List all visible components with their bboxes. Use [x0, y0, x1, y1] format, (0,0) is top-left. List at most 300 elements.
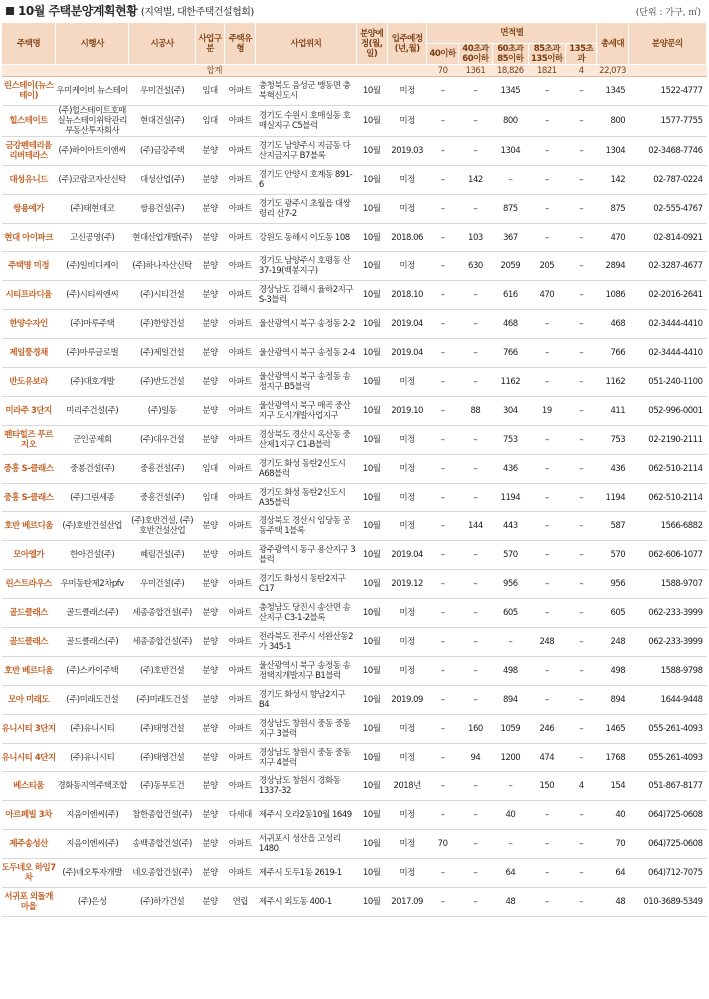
row-developer: 한아건설(주) [56, 541, 129, 570]
row-developer: 경화동지역주택조합 [56, 772, 129, 801]
row-sale: 10월 [356, 310, 387, 339]
row-move: 2018.10 [387, 281, 427, 310]
row-total: 875 [597, 194, 628, 223]
row-move: 미정 [387, 801, 427, 830]
header-total: 총세대 [597, 23, 628, 65]
row-contact: 062-233-3999 [628, 628, 706, 657]
row-area-4: – [528, 105, 566, 136]
row-builder: 현대건설(주) [129, 105, 196, 136]
row-area-2: 103 [458, 223, 492, 252]
table-row [2, 223, 707, 252]
row-contact: 064)725-0608 [628, 801, 706, 830]
row-location: 경기도 남양주시 호평동 산37-19(백봉지구) [256, 252, 356, 281]
row-builder: 네오종합건설(주) [129, 859, 196, 888]
table-row [2, 599, 707, 628]
table-row [2, 136, 707, 165]
header-housing: 주택유형 [225, 23, 256, 65]
row-type: 분양 [195, 252, 224, 281]
row-housing: 아파트 [225, 628, 256, 657]
row-area-2: – [458, 628, 492, 657]
row-move: 미정 [387, 165, 427, 194]
row-area-2: – [458, 425, 492, 454]
row-builder: (주)하나자산신탁 [129, 252, 196, 281]
row-builder: 대성산업(주) [129, 165, 196, 194]
totals-area-2: 1361 [458, 65, 492, 77]
row-area-2: – [458, 136, 492, 165]
row-developer: 지음이엔씨(주) [56, 801, 129, 830]
row-developer: (주)스카이주택 [56, 656, 129, 685]
row-developer: 우미케이비 뉴스테이 [56, 77, 129, 106]
row-area-2: – [458, 339, 492, 368]
row-contact: 051-240-1100 [628, 368, 706, 397]
row-sale: 10월 [356, 454, 387, 483]
row-area-1: – [427, 628, 458, 657]
row-move: 미정 [387, 194, 427, 223]
row-area-5: – [566, 743, 597, 772]
table-row [2, 339, 707, 368]
row-area-5: – [566, 223, 597, 252]
table-row [2, 425, 707, 454]
row-name: 대성유니드 [2, 165, 56, 194]
row-area-4: – [528, 483, 566, 512]
row-area-2: – [458, 772, 492, 801]
row-contact: 02-555-4767 [628, 194, 706, 223]
row-move: 2019.04 [387, 339, 427, 368]
header-area-4: 85초과135이하 [528, 44, 566, 65]
row-area-5: – [566, 599, 597, 628]
row-area-3: 894 [493, 685, 528, 714]
row-type: 분양 [195, 512, 224, 541]
row-developer: (주)유니시티 [56, 714, 129, 743]
row-sale: 10월 [356, 714, 387, 743]
row-name: 현대 아이파크 [2, 223, 56, 252]
row-builder: (주)동부토건 [129, 772, 196, 801]
row-name: 시티프라디움 [2, 281, 56, 310]
row-housing: 아파트 [225, 310, 256, 339]
row-area-2: – [458, 310, 492, 339]
row-name: 중흥 S-클래스 [2, 483, 56, 512]
row-area-4: 19 [528, 396, 566, 425]
row-builder: (주)태영건설 [129, 714, 196, 743]
row-location: 제주시 도두1동 2619-1 [256, 859, 356, 888]
row-builder: 세종종합건설(주) [129, 628, 196, 657]
row-area-2: – [458, 281, 492, 310]
header-builder: 시공사 [129, 23, 196, 65]
row-developer: (주)그린세종 [56, 483, 129, 512]
row-area-1: – [427, 772, 458, 801]
row-area-3: 800 [493, 105, 528, 136]
row-area-3: 956 [493, 570, 528, 599]
row-contact: 055-261-4093 [628, 714, 706, 743]
row-builder: (주)대우건설 [129, 425, 196, 454]
row-move: 미정 [387, 628, 427, 657]
row-contact: 062-606-1077 [628, 541, 706, 570]
header-sale: 분양예정(월,일) [356, 23, 387, 65]
row-area-5: 4 [566, 772, 597, 801]
row-housing: 아파트 [225, 105, 256, 136]
row-name: 한양수자인 [2, 310, 56, 339]
row-type: 분양 [195, 368, 224, 397]
row-area-5: – [566, 77, 597, 106]
table-row [2, 801, 707, 830]
row-location: 충청남도 당진시 송산면 송산지구 C3-1-2블록 [256, 599, 356, 628]
row-sale: 10월 [356, 281, 387, 310]
row-housing: 다세대 [225, 801, 256, 830]
row-location: 광주광역시 동구 용산지구 3블럭 [256, 541, 356, 570]
row-move: 미정 [387, 425, 427, 454]
row-move: 미정 [387, 656, 427, 685]
row-area-5: – [566, 801, 597, 830]
table-row [2, 656, 707, 685]
row-location: 경상남도 창원시 경화동 1337-32 [256, 772, 356, 801]
row-developer: (주)하이아트이앤씨 [56, 136, 129, 165]
row-name: 호반 베르디움 [2, 512, 56, 541]
row-location: 울산광역시 북구 송정동 송정택지개발지구 B1블럭 [256, 656, 356, 685]
row-housing: 아파트 [225, 714, 256, 743]
row-area-4: – [528, 368, 566, 397]
row-location: 경기도 화성 동탄2신도시 A35블럭 [256, 483, 356, 512]
totals-label: 합계 [2, 65, 427, 77]
row-area-5: – [566, 888, 597, 917]
row-total: 64 [597, 859, 628, 888]
row-sale: 10월 [356, 483, 387, 512]
table-row [2, 512, 707, 541]
row-move: 미정 [387, 483, 427, 512]
row-location: 강원도 동해시 이도동 108 [256, 223, 356, 252]
row-housing: 아파트 [225, 425, 256, 454]
row-developer: (주)코람코자산신탁 [56, 165, 129, 194]
row-area-3: 616 [493, 281, 528, 310]
page-subtitle: (지역별, 대한주택건설협회) [140, 7, 254, 18]
row-type: 분양 [195, 830, 224, 859]
row-developer: 고신공영(주) [56, 223, 129, 252]
row-sale: 10월 [356, 628, 387, 657]
row-contact: 051-867-8177 [628, 772, 706, 801]
row-builder: (주)한양건설 [129, 310, 196, 339]
row-area-3: 1194 [493, 483, 528, 512]
row-name: 린스트라우스 [2, 570, 56, 599]
row-total: 70 [597, 830, 628, 859]
page-title [18, 2, 254, 19]
housing-supply-table [1, 22, 707, 917]
row-housing: 아파트 [225, 743, 256, 772]
row-housing: 아파트 [225, 599, 256, 628]
row-total: 570 [597, 541, 628, 570]
row-developer: (주)시티씨엔씨 [56, 281, 129, 310]
table-row [2, 743, 707, 772]
row-area-1: – [427, 136, 458, 165]
row-developer: (주)호반건설산업 [56, 512, 129, 541]
row-developer: 지음이엔씨(주) [56, 830, 129, 859]
totals-area-5: 4 [566, 65, 597, 77]
row-name: 쌍용예가 [2, 194, 56, 223]
row-area-2: – [458, 656, 492, 685]
row-move: 2018.06 [387, 223, 427, 252]
totals-area-4: 1821 [528, 65, 566, 77]
row-contact: 02-3287-4677 [628, 252, 706, 281]
header-area-2: 40초과60이하 [458, 44, 492, 65]
row-developer: (주)일비디케이 [56, 252, 129, 281]
row-location: 경상북도 경산시 임당동 공동주택 1블록 [256, 512, 356, 541]
table-row [2, 396, 707, 425]
row-area-4: – [528, 165, 566, 194]
row-builder: (주)태영건설 [129, 743, 196, 772]
row-name: 금강펜테리움 리버테라스 [2, 136, 56, 165]
header-area-group: 면적별 [427, 23, 597, 44]
row-sale: 10월 [356, 425, 387, 454]
totals-area-3: 18,826 [493, 65, 528, 77]
row-total: 470 [597, 223, 628, 252]
row-total: 800 [597, 105, 628, 136]
row-name: 펜타힐즈 푸르지오 [2, 425, 56, 454]
row-location: 충청북도 음성군 맹동면 충북혁신도시 [256, 77, 356, 106]
row-total: 1304 [597, 136, 628, 165]
header-location: 사업위치 [256, 23, 356, 65]
row-area-5: – [566, 656, 597, 685]
row-sale: 10월 [356, 368, 387, 397]
row-area-5: – [566, 165, 597, 194]
row-sale: 10월 [356, 859, 387, 888]
row-move: 2018년 [387, 772, 427, 801]
row-area-1: – [427, 483, 458, 512]
row-area-4: 474 [528, 743, 566, 772]
row-type: 분양 [195, 194, 224, 223]
row-type: 분양 [195, 165, 224, 194]
row-builder: (주)미래도건설 [129, 685, 196, 714]
totals-area-1: 70 [427, 65, 458, 77]
row-move: 미정 [387, 105, 427, 136]
header-developer: 시행사 [56, 23, 129, 65]
row-area-4: – [528, 425, 566, 454]
row-area-5: – [566, 136, 597, 165]
row-sale: 10월 [356, 888, 387, 917]
totals-contact [628, 65, 706, 77]
row-contact: 1566-6882 [628, 512, 706, 541]
row-area-1: – [427, 425, 458, 454]
table-row [2, 570, 707, 599]
row-area-2: 142 [458, 165, 492, 194]
row-housing: 아파트 [225, 830, 256, 859]
row-total: 498 [597, 656, 628, 685]
row-name: 힐스테이트 [2, 105, 56, 136]
row-developer: (주)힐스테이트호매실뉴스테이위탁관리부동산투자회사 [57, 105, 127, 136]
row-name: 베스티움 [2, 772, 56, 801]
row-name: 제일풍경채 [2, 339, 56, 368]
row-total: 1086 [597, 281, 628, 310]
row-housing: 아파트 [225, 541, 256, 570]
row-area-1: – [427, 888, 458, 917]
row-area-1: – [427, 859, 458, 888]
row-area-4: – [528, 310, 566, 339]
header-type: 사업구분 [195, 23, 224, 65]
row-total: 894 [597, 685, 628, 714]
row-housing: 아파트 [225, 685, 256, 714]
row-type: 분양 [195, 136, 224, 165]
row-area-1: – [427, 165, 458, 194]
row-type: 분양 [195, 685, 224, 714]
row-area-1: – [427, 194, 458, 223]
row-area-3: 753 [493, 425, 528, 454]
row-housing: 아파트 [225, 77, 256, 106]
row-location: 울산광역시 북구 송정동 2-2 [256, 310, 356, 339]
title-bar [0, 0, 709, 22]
row-area-1: – [427, 541, 458, 570]
row-name: 호반 베르디움 [2, 656, 56, 685]
row-housing: 연립 [225, 888, 256, 917]
row-area-3: 1200 [493, 743, 528, 772]
row-area-2: – [458, 483, 492, 512]
row-move: 2019.09 [387, 685, 427, 714]
row-area-3: 367 [493, 223, 528, 252]
table-row [2, 454, 707, 483]
row-contact: 052-996-0001 [628, 396, 706, 425]
row-name: 반도유보라 [2, 368, 56, 397]
row-area-3: 436 [493, 454, 528, 483]
row-type: 분양 [195, 223, 224, 252]
totals-row [2, 65, 707, 77]
header-area-1: 40이하 [427, 44, 458, 65]
row-contact: 02-3468-7746 [628, 136, 706, 165]
row-move: 미정 [387, 454, 427, 483]
title-bullet-icon [6, 7, 14, 15]
row-area-2: 160 [458, 714, 492, 743]
row-name: 골드클래스 [2, 599, 56, 628]
row-name: 주택명 미정 [2, 252, 56, 281]
header-name: 주택명 [2, 23, 56, 65]
table-row [2, 252, 707, 281]
row-location: 경기도 남양주시 지금동 다산지금지구 B7블록 [256, 136, 356, 165]
row-move: 미정 [387, 714, 427, 743]
row-builder: 참한종합건설(주) [129, 801, 196, 830]
row-location: 제주시 외도동 400-1 [256, 888, 356, 917]
row-name: 도두네오 하임7차 [2, 859, 56, 888]
row-area-2: – [458, 368, 492, 397]
row-area-2: – [458, 570, 492, 599]
table-row [2, 483, 707, 512]
row-contact: 02-2016-2641 [628, 281, 706, 310]
row-total: 587 [597, 512, 628, 541]
row-housing: 아파트 [225, 512, 256, 541]
row-move: 미정 [387, 859, 427, 888]
row-contact: 02-787-0224 [628, 165, 706, 194]
row-area-2: – [458, 599, 492, 628]
row-location: 경기도 수원시 호매실동 호매실지구 C5블럭 [256, 105, 356, 136]
row-location: 울산광역시 북구 송정동 2-4 [256, 339, 356, 368]
table-row [2, 194, 707, 223]
row-name: 미라주 3단지 [2, 396, 56, 425]
row-area-1: – [427, 685, 458, 714]
row-total: 468 [597, 310, 628, 339]
row-area-4: 470 [528, 281, 566, 310]
table-row [2, 77, 707, 106]
table-row [2, 281, 707, 310]
row-type: 분양 [195, 281, 224, 310]
row-location: 경기도 화성 동탄2신도시 A68블럭 [256, 454, 356, 483]
row-contact: 062-510-2114 [628, 454, 706, 483]
row-name: 유니시티 4단지 [2, 743, 56, 772]
row-contact: 062-510-2114 [628, 483, 706, 512]
row-area-3: 766 [493, 339, 528, 368]
row-area-4: 205 [528, 252, 566, 281]
row-type: 분양 [195, 396, 224, 425]
row-area-4: – [528, 136, 566, 165]
row-sale: 10월 [356, 830, 387, 859]
row-developer: (주)마루주택 [56, 310, 129, 339]
row-area-5: – [566, 194, 597, 223]
row-area-4: – [528, 194, 566, 223]
row-developer: 골드클래스(주) [56, 628, 129, 657]
row-type: 분양 [195, 599, 224, 628]
row-area-5: – [566, 685, 597, 714]
row-contact: 055-261-4093 [628, 743, 706, 772]
row-area-1: – [427, 801, 458, 830]
page-title-text: 10월 주택분양계획현황 [18, 4, 138, 18]
row-builder: 중흥건설(주) [129, 483, 196, 512]
row-housing: 아파트 [225, 136, 256, 165]
row-location: 경기도 화성시 향남2지구 B4 [256, 685, 356, 714]
row-builder: (주)호반건설, (주)호반건설산업 [129, 512, 196, 541]
table-row [2, 714, 707, 743]
row-area-3: 1345 [493, 77, 528, 106]
row-area-3: 498 [493, 656, 528, 685]
row-total: 411 [597, 396, 628, 425]
row-area-2: – [458, 685, 492, 714]
row-area-4: – [528, 599, 566, 628]
row-area-3: 468 [493, 310, 528, 339]
row-area-5: – [566, 628, 597, 657]
row-area-5: – [566, 512, 597, 541]
row-builder: (주)금강주택 [129, 136, 196, 165]
row-developer: (주)미래도건설 [56, 685, 129, 714]
row-type: 임대 [195, 77, 224, 106]
row-builder: (주)호반건설 [129, 656, 196, 685]
row-area-5: – [566, 425, 597, 454]
row-type: 분양 [195, 656, 224, 685]
row-area-1: – [427, 339, 458, 368]
row-move: 미정 [387, 512, 427, 541]
row-name: 아르페빌 3차 [2, 801, 56, 830]
table-row [2, 772, 707, 801]
row-area-2: – [458, 801, 492, 830]
row-area-4: – [528, 339, 566, 368]
row-area-2: 144 [458, 512, 492, 541]
row-builder: (주)제일건설 [129, 339, 196, 368]
row-location: 경상남도 창원시 중동 중동지구 4블럭 [256, 743, 356, 772]
row-type: 분양 [195, 714, 224, 743]
row-area-3: 40 [493, 801, 528, 830]
row-builder: (주)반도건설 [129, 368, 196, 397]
row-area-2: – [458, 454, 492, 483]
row-contact: 1588-9798 [628, 656, 706, 685]
row-location: 제주시 오라2동10월 1649 [256, 801, 356, 830]
row-contact: 062-233-3999 [628, 599, 706, 628]
row-name: 린스테이(뉴스테이) [2, 77, 56, 106]
row-area-5: – [566, 570, 597, 599]
row-housing: 아파트 [225, 223, 256, 252]
row-name: 제주송성산 [2, 830, 56, 859]
row-area-3: 304 [493, 396, 528, 425]
row-contact: 02-814-0921 [628, 223, 706, 252]
row-type: 임대 [195, 105, 224, 136]
row-sale: 10월 [356, 801, 387, 830]
row-area-3: – [493, 165, 528, 194]
row-housing: 아파트 [225, 194, 256, 223]
row-builder: (주)일동 [129, 396, 196, 425]
row-type: 분양 [195, 888, 224, 917]
row-area-2: 88 [458, 396, 492, 425]
row-area-4: – [528, 77, 566, 106]
row-area-5: – [566, 396, 597, 425]
